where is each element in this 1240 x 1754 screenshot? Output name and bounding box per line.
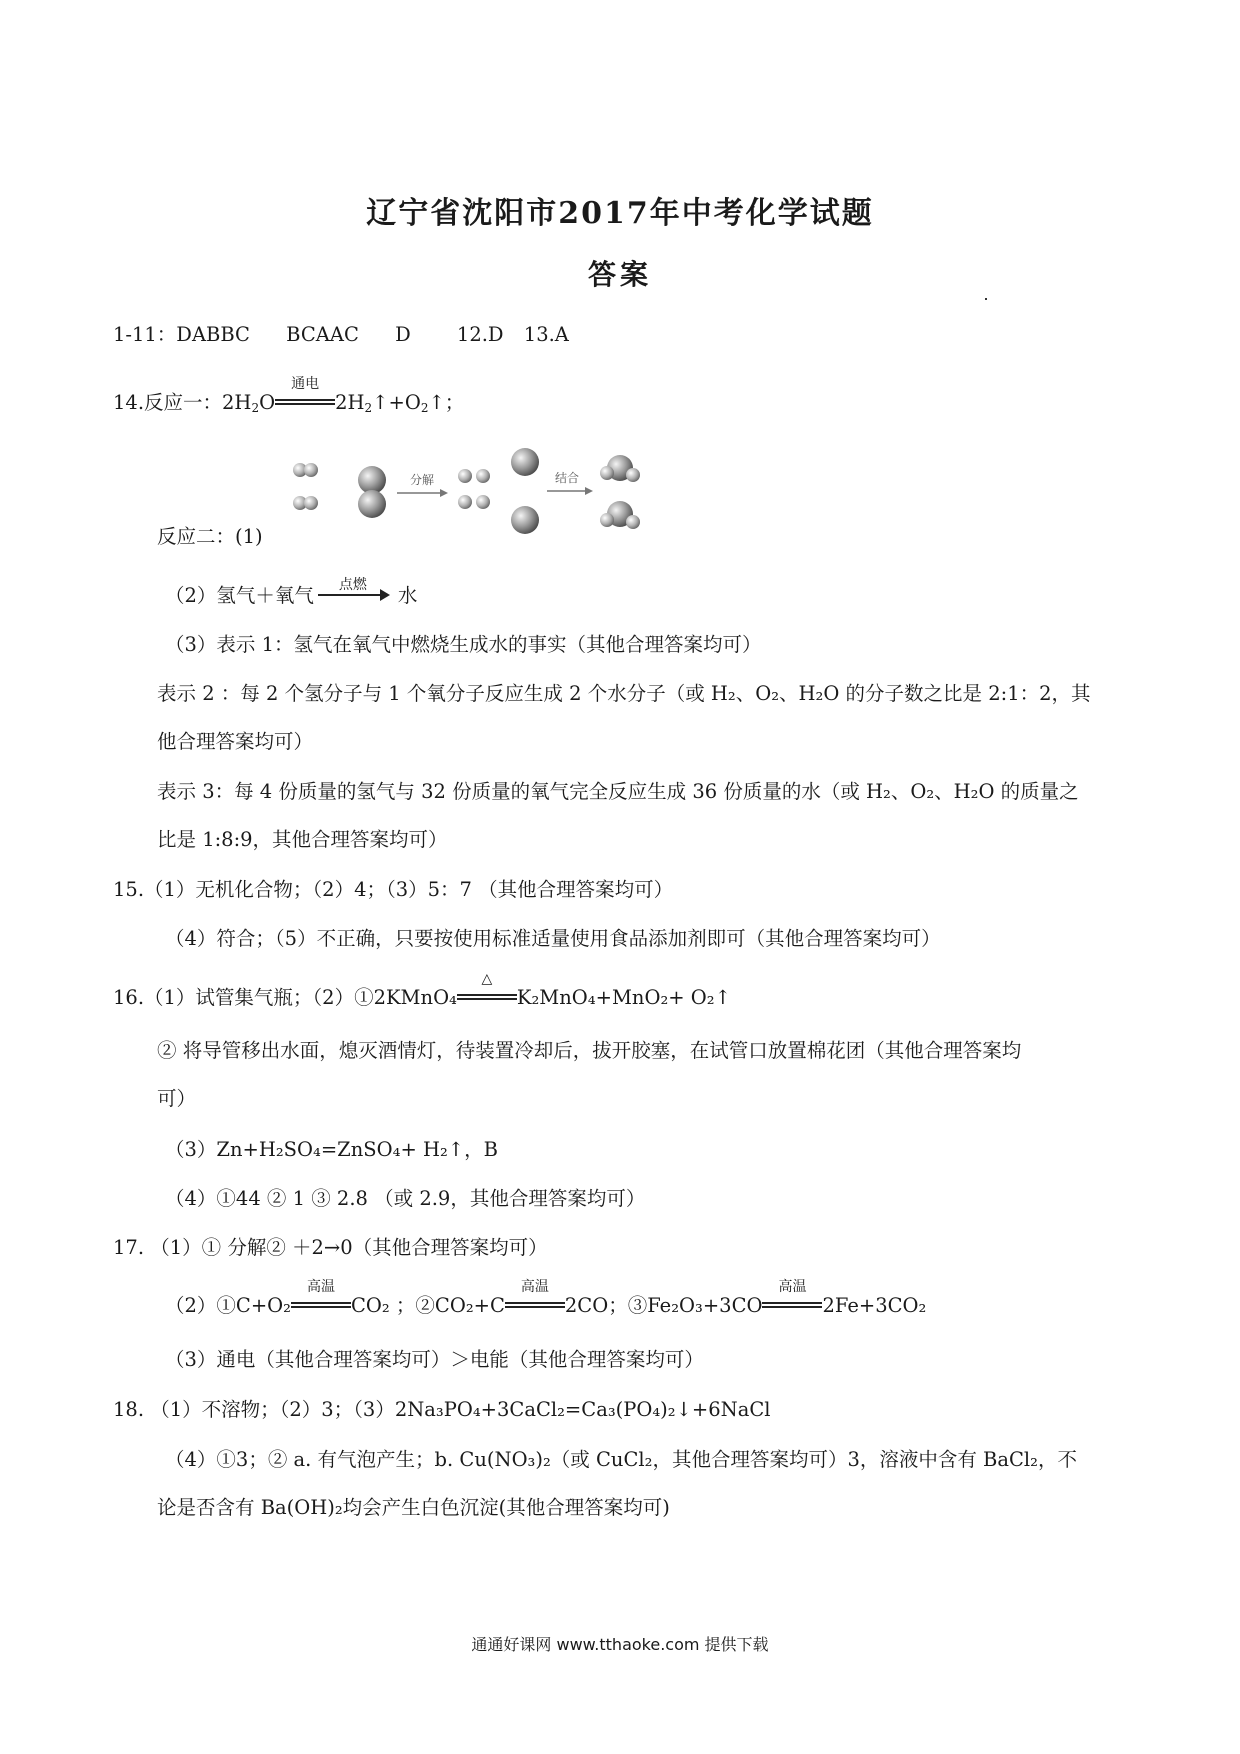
q14-meaning-2: 表示 2 ：每 2 个氢分子与 1 个氧分子反应生成 2 个水分子（或 H₂、O₂、H₂O 的分子数之比是 2:1：2，其 (157, 682, 1091, 705)
hydrogen-atom (458, 495, 472, 509)
combine-arrowhead (585, 487, 593, 495)
water-hydrogen-atom (626, 468, 640, 482)
page-title: 辽宁省沈阳市2017年中考化学试题 (366, 196, 874, 231)
q18-line-2: （4）①3；② a. 有气泡产生；b. Cu(NO₃)₂（或 CuCl₂，其他合理答案均可）3，溶液中含有 BaCl₂，不 (165, 1448, 1077, 1471)
answer-13: 13.A (523, 323, 569, 346)
oxygen-atom (511, 506, 539, 534)
equation-condition (291, 1279, 351, 1319)
hydrogen-atom (458, 469, 472, 483)
footer-source: 通通好课网 www.tthaoke.com 提供下载 (471, 1635, 769, 1654)
hydrogen-atom (476, 469, 490, 483)
equation-condition (275, 376, 335, 416)
q15-line-1: 15.（1）无机化合物；（2）4；（3）5：7 （其他合理答案均可） (113, 878, 674, 901)
q14-text: O (259, 391, 276, 414)
molecule-diagram (285, 440, 665, 540)
oxygen-atom (358, 466, 386, 494)
q18-line-2-cont: 论是否含有 Ba(OH)₂均会产生白色沉淀(其他合理答案均可) (157, 1496, 670, 1519)
answer-11: D (395, 323, 411, 346)
q16-line-4: （4）①44 ② 1 ③ 2.8 （或 2.9，其他合理答案均可） (165, 1187, 646, 1210)
hydrogen-atom (304, 496, 318, 510)
condition-label: 高温 (778, 1279, 807, 1295)
q14-meaning-3: 表示 3：每 4 份质量的氢气与 32 份质量的氧气完全反应生成 36 份质量的水（或 H₂、O₂、H₂O 的质量之 (157, 780, 1079, 803)
q17-line-3: （3）通电（其他合理答案均可）＞电能（其他合理答案均可） (165, 1348, 704, 1371)
q14-reaction-one (113, 376, 465, 416)
q14-meaning-2-cont: 他合理答案均可） (157, 730, 314, 753)
word-equation-product: 水 (397, 584, 418, 607)
q14-reaction-two-1: 反应二：(1) (157, 525, 263, 548)
oxygen-atom (511, 448, 539, 476)
q14-text: 14.反应一：2H (113, 391, 252, 414)
q17-text: CO₂ ；②CO₂+C (350, 1294, 505, 1317)
q14-reaction-two-2 (165, 577, 418, 609)
q17-text: 2Fe+3CO₂ (822, 1294, 927, 1317)
q16-line-2-cont: 可） (157, 1087, 197, 1110)
q14-sub: 2 (364, 401, 373, 415)
q16-line-2: ② 将导管移出水面，熄灭酒情灯，待装置冷却后，拔开胶塞，在试管口放置棉花团（其他合理答案均 (157, 1039, 1022, 1062)
q16-line-1 (113, 971, 731, 1011)
q14-text: ↑+O (372, 391, 421, 414)
hydrogen-atom (304, 463, 318, 477)
water-hydrogen-atom (600, 513, 614, 527)
equation-condition (505, 1279, 565, 1319)
condition-label: 高温 (306, 1279, 335, 1295)
word-equation-arrow (318, 577, 388, 596)
q17-text: （2）①C+O₂ (165, 1294, 291, 1317)
decompose-label: 分解 (409, 473, 435, 487)
q14-text: 2H (335, 391, 365, 414)
q17-line-2 (165, 1279, 927, 1319)
answer-1-13 (113, 322, 569, 348)
q15-line-2: （4）符合；（5）不正确，只要按使用标准适量使用食品添加剂即可（其他合理答案均可） (165, 927, 941, 950)
q16-text: K₂MnO₄+MnO₂+ O₂↑ (516, 986, 731, 1009)
q14-meaning-1: （3）表示 1：氢气在氧气中燃烧生成水的事实（其他合理答案均可） (165, 633, 762, 656)
q16-text: 16.（1）试管集气瓶；（2）①2KMnO₄ (113, 986, 457, 1009)
equation-condition (762, 1279, 822, 1319)
equation-condition (457, 971, 517, 1011)
q14-text: ↑； (428, 391, 465, 414)
q14-sub: 2 (251, 401, 260, 415)
condition-label: 高温 (520, 1279, 549, 1295)
oxygen-atom (358, 490, 386, 518)
hydrogen-atom (476, 495, 490, 509)
stray-dot (985, 298, 987, 300)
page-subtitle: 答案 (587, 258, 652, 291)
condition-label: △ (481, 971, 493, 987)
q14-meaning-3-cont: 比是 1:8:9，其他合理答案均可） (157, 828, 448, 851)
condition-label: 点燃 (338, 577, 367, 593)
q14-sub: 2 (420, 401, 429, 415)
word-equation-reactants: （2）氢气＋氧气 (165, 584, 314, 607)
q17-text: 2CO；③Fe₂O₃+3CO (564, 1294, 763, 1317)
q18-line-1: 18. （1）不溶物；（2）3；（3）2Na₃PO₄+3CaCl₂=Ca₃(PO₄)₂↓+6NaCl (113, 1398, 771, 1421)
condition-label: 通电 (291, 376, 320, 392)
combine-label: 结合 (554, 471, 580, 485)
answer-12: 12.D (456, 323, 504, 346)
water-hydrogen-atom (626, 515, 640, 529)
water-hydrogen-atom (600, 466, 614, 480)
answer-6-10: BCAAC (286, 323, 359, 346)
q17-line-1: 17. （1）① 分解② ＋2→0（其他合理答案均可） (113, 1236, 548, 1259)
decompose-arrowhead (440, 489, 448, 497)
answer-1-11-label: 1-11：DABBC (113, 323, 250, 346)
q16-line-3: （3）Zn+H₂SO₄=ZnSO₄+ H₂↑，B (165, 1138, 498, 1161)
